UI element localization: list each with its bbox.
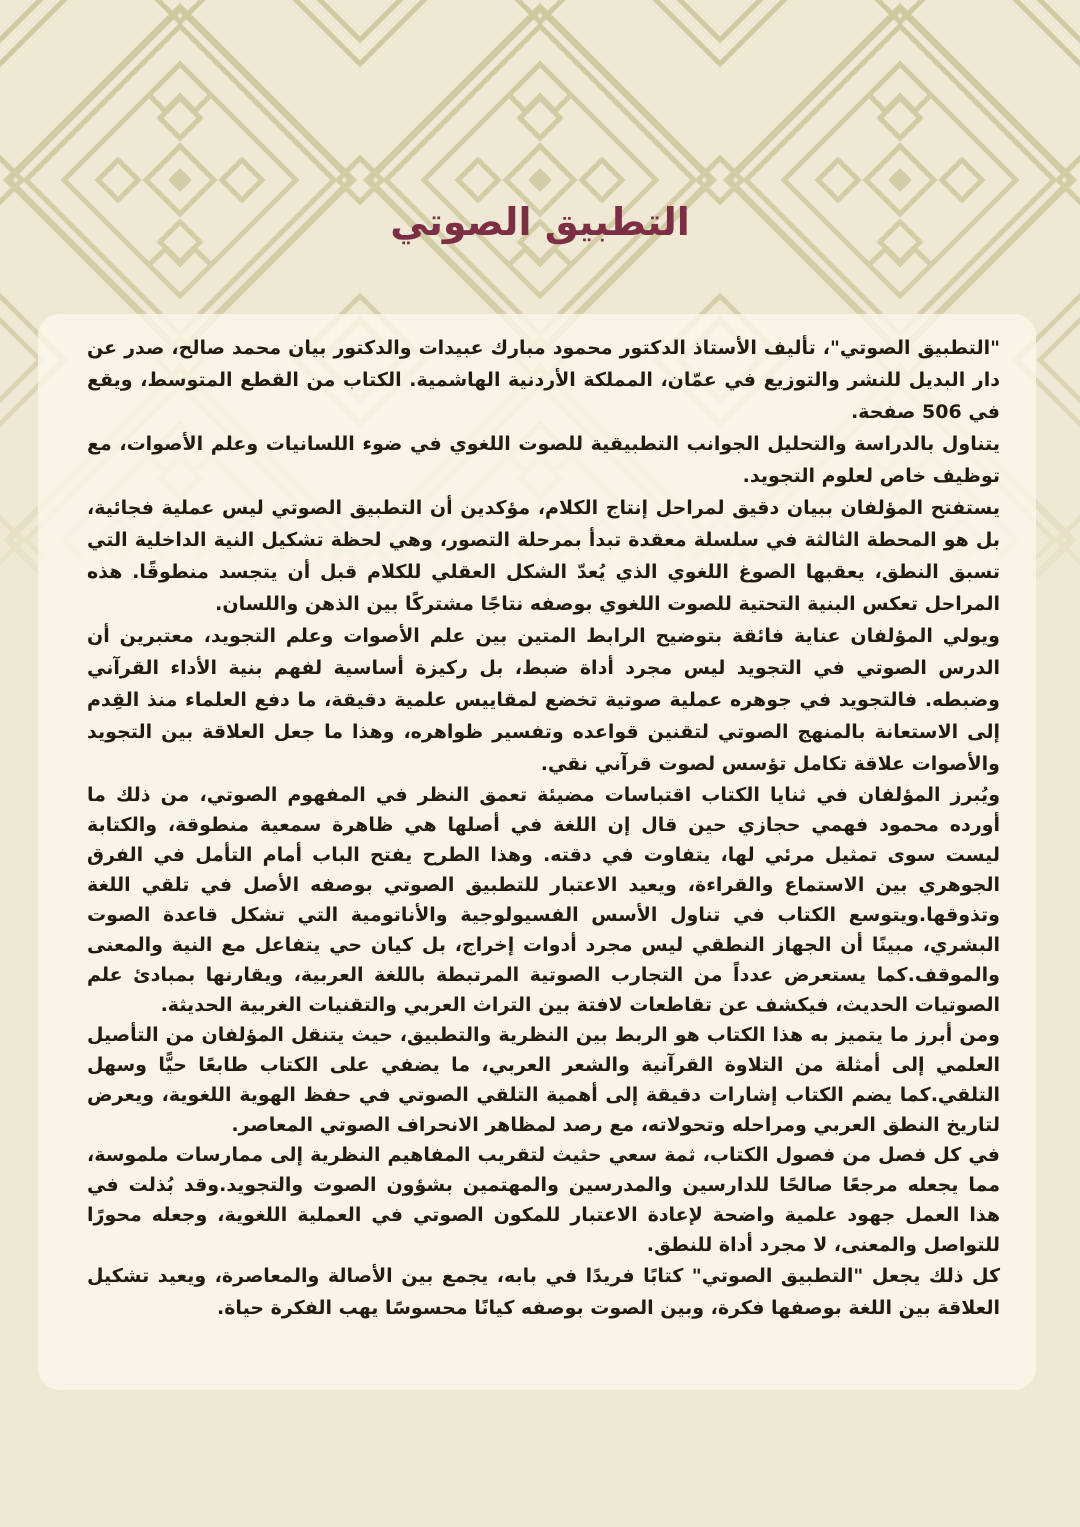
paragraph-tajweed-phonetics: ويولي المؤلفان عناية فائقة بتوضيح الرابط المتين بين علم الأصوات وعلم التجويد، معتبرين أن الدرس الصوتي في التجويد ليس مجرد أداة ضبط، بل ركيزة أساسية لفهم بنية الأداء القرآني وضبطه. فالتجويد في جوهره عملية صوتية تخضع لمقاييس علمية دقيقة، ما دفع العلماء منذ القِدم إلى الاستعانة بالمنهج الصوتي لتقنين قواعده وتفسير ظواهره، وهذا ما جعل العلاقة بين التجويد والأصوات علاقة تكامل تؤسس لصوت قرآني نقي.	[87, 625, 1000, 775]
paragraph-theory-practice: ومن أبرز ما يتميز به هذا الكتاب هو الربط بين النظرية والتطبيق، حيث يتنقل المؤلفان من التأصيل العلمي إلى أمثلة من التلاوة القرآنية والشعر العربي، ما يضفي على الكتاب طابعًا حيًّا وسهل التلقي.كما يضم الكتاب إشارات دقيقة إلى أهمية التلقي الصوتي في حفظ الهوية اللغوية، ويعرض لتاريخ النطق العربي ومراحله وتحولاته، مع رصد لمظاهر الانحراف الصوتي المعاصر.	[87, 1024, 1000, 1136]
paragraph-overview: يتناول بالدراسة والتحليل الجوانب التطبيقية للصوت اللغوي في ضوء اللسانيات وعلم الأصوات، مع توظيف خاص لعلوم التجويد.	[87, 433, 1000, 487]
paragraph-publication: "التطبيق الصوتي"، تأليف الأستاذ الدكتور محمود مبارك عبيدات والدكتور بيان محمد صالح، صدر عن دار البديل للنشر والتوزيع في عمّان، المملكة الأردنية الهاشمية. الكتاب من القطع المتوسط، ويقع في 506 صفحة.	[87, 337, 1000, 423]
paragraph-chapters: في كل فصل من فصول الكتاب، ثمة سعي حثيث لتقريب المفاهيم النظرية إلى ممارسات ملموسة، مما يجعله مرجعًا صالحًا للدارسين والمدرسين والمهتمين بشؤون الصوت والتجويد.وقد بُذلت في هذا العمل جهود علمية واضحة لإعادة الاعتبار للمكون الصوتي في العملية اللغوية، وجعله محورًا للتواصل والمعنى، لا مجرد أداة للنطق.	[87, 1144, 1000, 1256]
paragraph-speech-stages: يستفتح المؤلفان ببيان دقيق لمراحل إنتاج الكلام، مؤكدين أن التطبيق الصوتي ليس عملية فجائية، بل هو المحطة الثالثة في سلسلة معقدة تبدأ بمرحلة التصور، وهي لحظة تشكيل النية الداخلية التي تسبق النطق، يعقبها الصوغ اللغوي الذي يُعدّ الشكل العقلي للكلام قبل أن يتجسد منطوقًا. هذه المراحل تعكس البنية التحتية للصوت اللغوي بوصفه نتاجًا مشتركًا بين الذهن واللسان.	[87, 497, 1000, 615]
paragraph-quotations: ويُبرز المؤلفان في ثنايا الكتاب اقتباسات مضيئة تعمق النظر في المفهوم الصوتي، من ذلك ما أورده محمود فهمي حجازي حين قال إن اللغة في أصلها هي ظاهرة سمعية منطوقة، والكتابة ليست سوى تمثيل مرئي لها، يتفاوت في دقته. وهذا الطرح يفتح الباب أمام التأمل في الفرق الجوهري بين الاستماع والقراءة، ويعيد الاعتبار للتطبيق الصوتي بوصفه الأصل في تلقي اللغة وتذوقها.ويتوسع الكتاب في تناول الأسس الفسيولوجية والأناتومية التي تشكل قاعدة الصوت البشري، مبينًا أن الجهاز النطقي ليس مجرد أدوات إخراج، بل كيان حي يتفاعل مع النية والمعنى والموقف.كما يستعرض عدداً من التجارب الصوتية المرتبطة باللغة العربية، ويقارنها بمبادئ علم الصوتيات الحديث، فيكشف عن تقاطعات لافتة بين التراث العربي والتقنيات الغربية الحديثة.	[87, 784, 1000, 1016]
content-card	[38, 314, 1036, 1390]
page-title: التطبيق الصوتي	[390, 200, 690, 244]
paragraph-conclusion: كل ذلك يجعل "التطبيق الصوتي" كتابًا فريدًا في بابه، يجمع بين الأصالة والمعاصرة، ويعيد تشكيل العلاقة بين اللغة بوصفها فكرة، وبين الصوت بوصفه كيانًا محسوسًا يهب الفكرة حياة.	[87, 1265, 1000, 1319]
book-review-article	[38, 314, 1036, 1324]
